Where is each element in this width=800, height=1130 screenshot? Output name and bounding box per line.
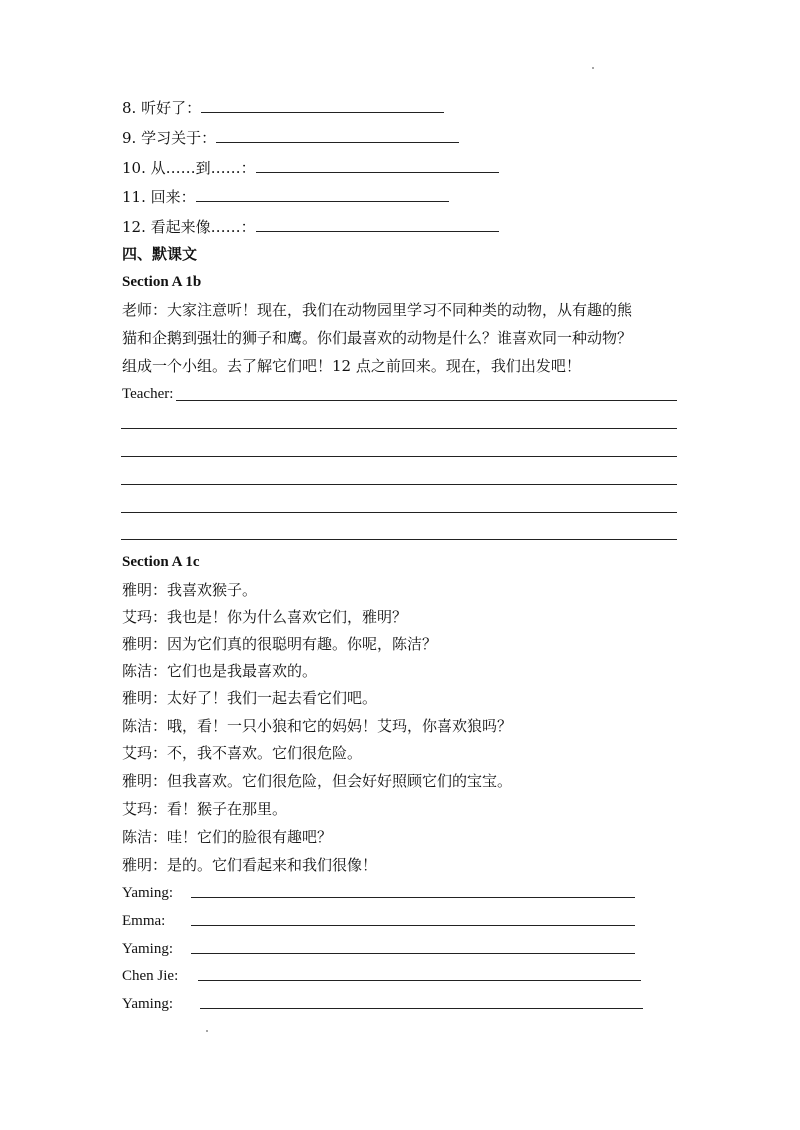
speaker-label: Emma: [122, 913, 166, 929]
answer-blank[interactable] [196, 185, 449, 202]
dialogue-line: 艾玛：不，我不喜欢。它们很危险。 [122, 744, 363, 762]
dialogue-line: 艾玛：看！猴子在那里。 [122, 800, 288, 818]
vocab-item-8 [122, 96, 444, 118]
vocab-item-10 [122, 156, 499, 178]
dialogue-line: 雅明：因为它们真的很聪明有趣。你呢，陈洁？ [122, 635, 438, 653]
paragraph-line: 老师：大家注意听！现在，我们在动物园里学习不同种类的动物，从有趣的熊 [122, 301, 633, 319]
speaker-label: Yaming: [122, 941, 173, 957]
writing-line[interactable] [121, 456, 677, 457]
writing-line[interactable] [121, 512, 677, 513]
writing-line[interactable] [191, 897, 635, 898]
answer-blank[interactable] [216, 126, 459, 143]
answer-blank[interactable] [201, 96, 444, 113]
vocab-item-11 [122, 185, 449, 207]
vocab-label: 10. 从……到……： [122, 159, 256, 177]
dialogue-line: 雅明：但我喜欢。它们很危险，但会好好照顾它们的宝宝。 [122, 772, 513, 790]
writing-line[interactable] [121, 428, 677, 429]
paragraph-line: 组成一个小组。去了解它们吧！12 点之前回来。现在，我们出发吧！ [122, 357, 581, 375]
vocab-item-9 [122, 126, 459, 148]
teacher-label: Teacher: [122, 386, 174, 402]
writing-line[interactable] [200, 1008, 643, 1009]
writing-line[interactable] [191, 925, 635, 926]
speaker-label: Yaming: [122, 885, 173, 901]
answer-blank[interactable] [256, 215, 499, 232]
speaker-label: Chen Jie: [122, 968, 179, 984]
writing-line[interactable] [176, 400, 677, 401]
speaker-label: Yaming: [122, 996, 173, 1012]
vocab-label: 8. 听好了： [122, 99, 202, 117]
dialogue-line: 陈洁：哇！它们的脸很有趣吧？ [122, 828, 333, 846]
vocab-item-12 [122, 215, 499, 237]
writing-line[interactable] [121, 484, 677, 485]
section-title: 四、默课文 [122, 245, 198, 263]
scan-dot [592, 67, 594, 69]
dialogue-line: 陈洁：哦，看！一只小狼和它的妈妈！艾玛，你喜欢狼吗？ [122, 717, 513, 735]
paragraph-line: 猫和企鹅到强壮的狮子和鹰。你们最喜欢的动物是什么？谁喜欢同一种动物？ [122, 329, 633, 347]
scan-dot [206, 1030, 208, 1032]
vocab-label: 11. 回来： [122, 188, 196, 206]
subsection-title-1c: Section A 1c [122, 554, 200, 570]
dialogue-line: 陈洁：它们也是我最喜欢的。 [122, 662, 318, 680]
subsection-title-1b: Section A 1b [122, 274, 202, 290]
dialogue-line: 雅明：太好了！我们一起去看它们吧。 [122, 689, 378, 707]
dialogue-line: 雅明：我喜欢猴子。 [122, 581, 258, 599]
vocab-label: 9. 学习关于： [122, 129, 217, 147]
vocab-label: 12. 看起来像……： [122, 218, 256, 236]
answer-blank[interactable] [256, 156, 499, 173]
dialogue-line: 艾玛：我也是！你为什么喜欢它们，雅明？ [122, 608, 408, 626]
dialogue-line: 雅明：是的。它们看起来和我们很像！ [122, 856, 378, 874]
writing-line[interactable] [191, 953, 635, 954]
writing-line[interactable] [121, 539, 677, 540]
writing-line[interactable] [198, 980, 641, 981]
